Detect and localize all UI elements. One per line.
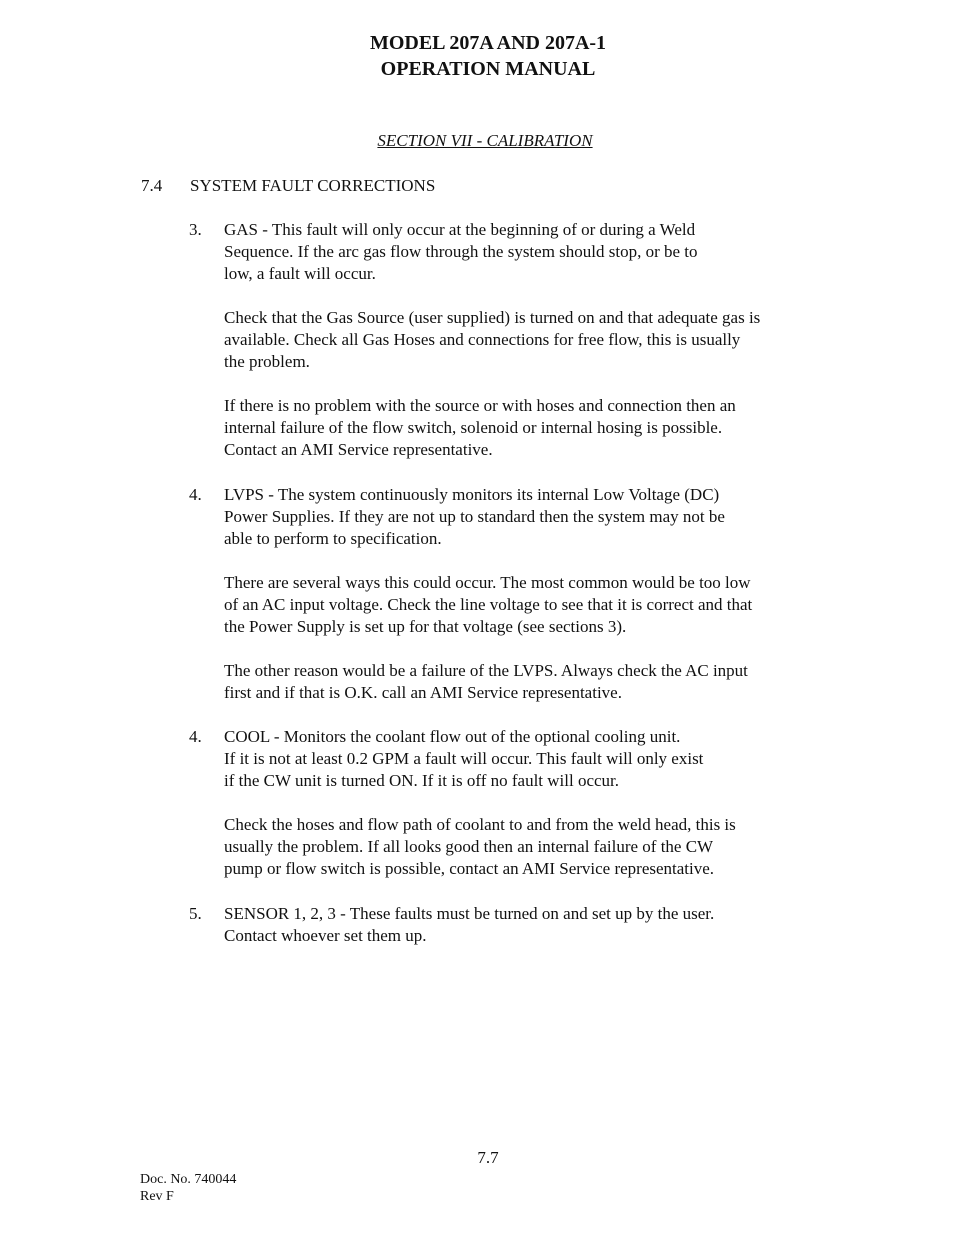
title-line-2: OPERATION MANUAL — [380, 58, 596, 80]
item-paragraph: LVPS - The system continuously monitors its internal Low Voltage (DC) Power Supplies. If they are not up to standard then the system may not be able to perform to specification. — [224, 485, 725, 548]
item-paragraph: COOL - Monitors the coolant flow out of the optional cooling unit. If it is not at least 0.2 GPM a fault will occur. This fault will only exist if the CW unit is turned ON. If it is off no fault will occur. — [224, 727, 704, 790]
item-paragraph: If there is no problem with the source or with hoses and connection then an internal failure of the flow switch, solenoid or internal hosing is possible. Contact an AMI Service representative. — [224, 396, 736, 459]
document-footer — [140, 1171, 236, 1205]
page-number: 7.7 — [477, 1148, 499, 1167]
item-paragraph: There are several ways this could occur. The most common would be too low of an AC input voltage. Check the line voltage to see that it is correct and that the Power Supply is set up for that voltage (see sections 3). — [224, 573, 753, 636]
item-paragraph: SENSOR 1, 2, 3 - These faults must be turned on and set up by the user. Contact whoever set them up. — [224, 904, 715, 945]
item-paragraph: GAS - This fault will only occur at the beginning of or during a Weld Sequence. If the arc gas flow through the system should stop, or be to low, a fault will occur. — [224, 220, 698, 283]
revision: Rev F — [140, 1189, 174, 1204]
fault-item-sensor — [189, 903, 829, 947]
item-number: 4. — [189, 727, 202, 746]
subsection-title: SYSTEM FAULT CORRECTIONS — [190, 176, 436, 195]
item-number: 5. — [189, 904, 202, 923]
item-paragraph: Check the hoses and flow path of coolant to and from the weld head, this is usually the problem. If all looks good then an internal failure of the CW pump or flow switch is possible, contact an AMI Service representative. — [224, 815, 736, 878]
item-paragraph: The other reason would be a failure of the LVPS. Always check the AC input first and if that is O.K. call an AMI Service representative. — [224, 661, 748, 702]
item-number: 4. — [189, 485, 202, 504]
document-header — [0, 30, 954, 82]
item-number: 3. — [189, 220, 202, 239]
doc-number: Doc. No. 740044 — [140, 1172, 237, 1187]
subsection-number: 7.4 — [141, 176, 163, 195]
subsection-heading — [141, 175, 435, 197]
fault-item-lvps — [189, 484, 829, 704]
fault-item-cool — [189, 726, 829, 880]
fault-item-gas — [189, 219, 829, 461]
item-paragraph: Check that the Gas Source (user supplied) is turned on and that adequate gas is available. Check all Gas Hoses and connections for free flow, this is usually the problem. — [224, 308, 761, 371]
title-line-1: MODEL 207A AND 207A-1 — [369, 32, 607, 54]
section-heading: SECTION VII - CALIBRATION — [377, 131, 593, 150]
